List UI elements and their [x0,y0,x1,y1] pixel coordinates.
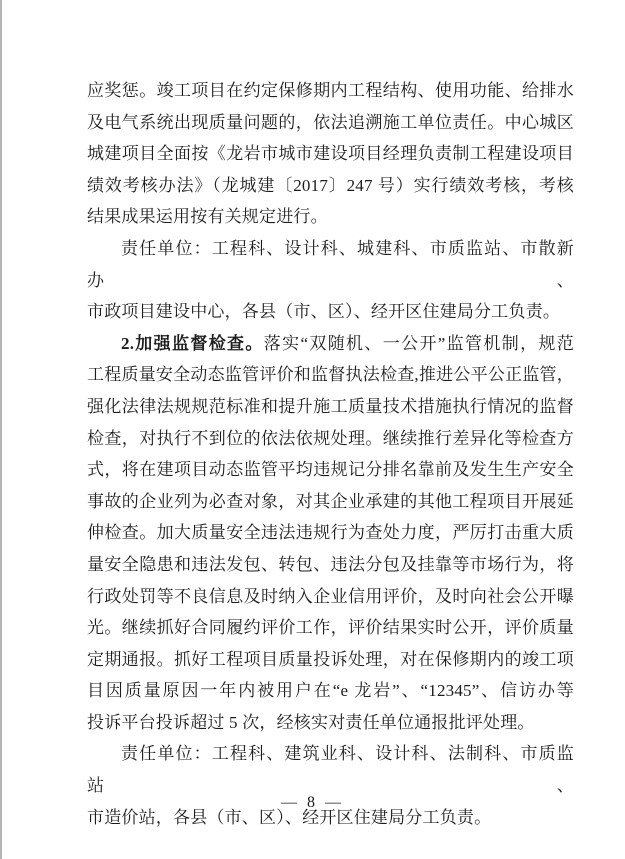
text-line: 式，将在建项目动态监管平均违规记分排名靠前及发生生产安全 [87,460,574,480]
text-line: 伸检查。加大质量安全违法违规行为查处力度，严厉打击重大质 [87,523,574,543]
text-line: 责任单位：工程科、设计科、城建科、市质监站、市散新办、 [87,238,574,290]
text-line: 定期通报。抓好工程项目质量投诉处理，对在保修期内的竣工项 [87,649,574,669]
text-line: 市政项目建设中心，各县（市、区）、经开区住建局分工负责。 [87,302,561,322]
scan-edge-line [0,0,2,859]
text-line: 投诉平台投诉超过 5 次，经核实对责任单位通报批评处理。 [87,712,535,732]
text-line: 工程质量安全动态监管评价和监督执法检查,推进公平公正监管， [87,365,574,385]
text-line: 目因质量原因一年内被用户在“e 龙岩”、“12345”、信访办等 [87,681,574,701]
bold-lead: 2.加强监督检查。 [121,333,264,353]
text-line: 绩效考核办法》（龙城建〔2017〕247 号）实行绩效考核，考核 [87,175,574,195]
text-line: 城建项目全面按《龙岩市城市建设项目经理负责制工程建设项目 [87,144,574,164]
page-number: — 8 — [281,794,344,811]
document-body [87,75,574,833]
text-line: 结果成果运用按有关规定进行。 [87,207,328,227]
text-line: 检查，对执行不到位的依法依规处理。继续推行差异化等检查方 [87,428,574,448]
text-line: 量安全隐患和违法发包、转包、违法分包及挂靠等市场行为，将 [87,554,574,574]
text-line: 2.加强监督检查。落实“双随机、一公开”监管机制，规范 [121,333,574,353]
text-line: 市造价站，各县（市、区）、经开区住建局分工负责。 [87,807,492,827]
text-line: 及电气系统出现质量问题的，依法追溯施工单位责任。中心城区 [87,112,574,132]
text-line: 应奖惩。竣工项目在约定保修期内工程结构、使用功能、给排水 [87,81,574,100]
text-line: 责任单位：工程科、建筑业科、设计科、法制科、市质监站、 [87,744,574,796]
text-line: 行政处罚等不良信息及时纳入企业信用评价，及时向社会公开曝 [87,586,574,606]
text-line: 事故的企业列为必查对象，对其企业承建的其他工程项目开展延 [87,491,574,511]
text-line: 强化法律法规规范标准和提升施工质量技术措施执行情况的监督 [87,396,574,416]
text-line: 光。继续抓好合同履约评价工作，评价结果实时公开，评价质量 [87,618,574,638]
